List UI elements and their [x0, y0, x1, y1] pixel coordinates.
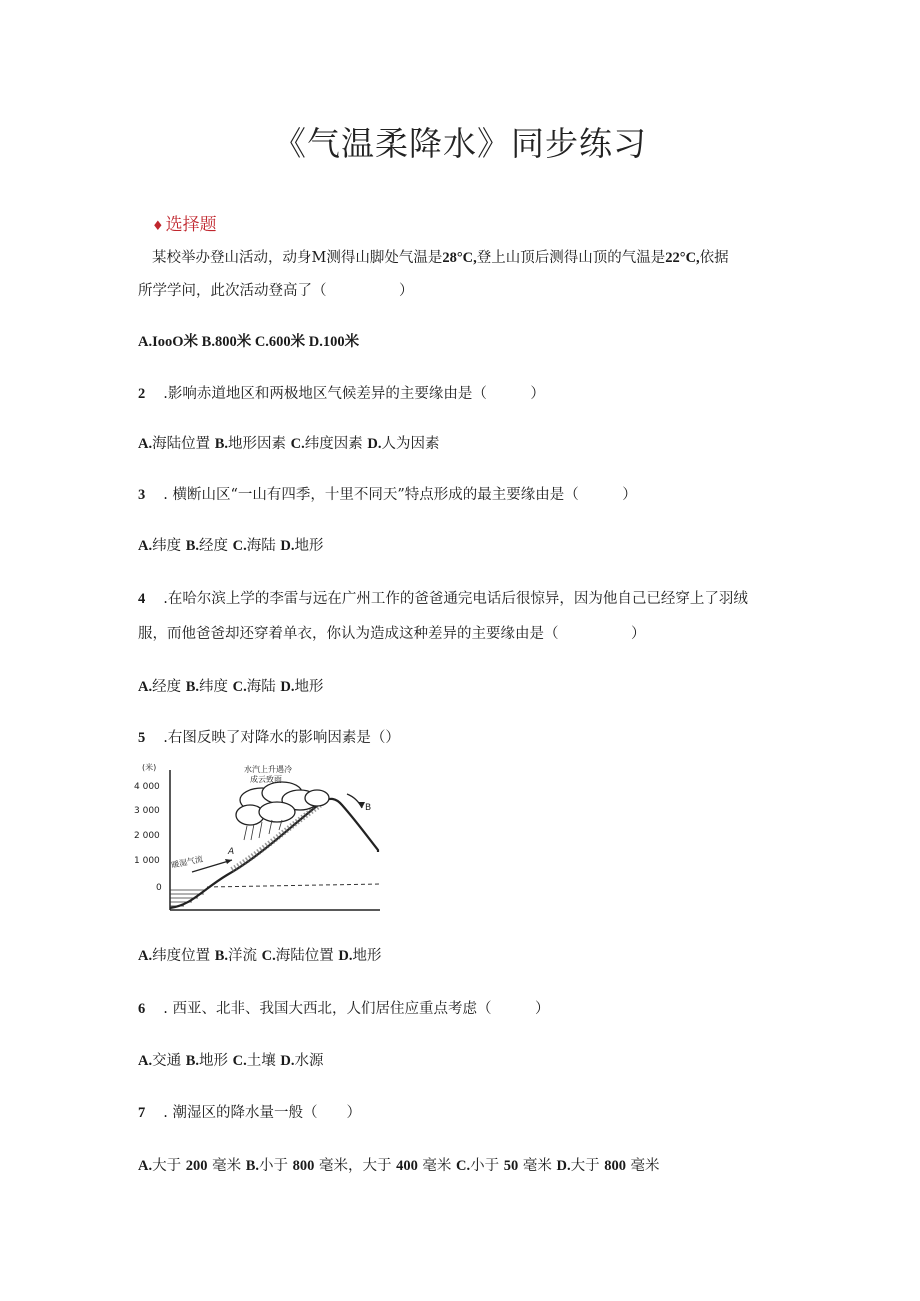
orographic-rain-diagram — [132, 760, 387, 912]
descending-arrow — [347, 794, 362, 808]
diamond-bullet-icon: ♦ — [152, 219, 164, 234]
q1-temp-top: 22°C, — [665, 250, 700, 266]
tick-2000: 2 000 — [134, 831, 160, 841]
q7-text: . 潮湿区的降水量一般（ ） — [163, 1105, 361, 1121]
page-title: 《气温柔降水》同步练习 — [273, 124, 647, 163]
section-heading — [152, 210, 217, 235]
question-4-line-2: 服，而他爸爸却还穿着单衣，你认为造成这种差异的主要缘由是（ ） — [138, 626, 646, 642]
tick-4000: 4 000 — [134, 782, 160, 792]
question-7 — [138, 1101, 361, 1122]
point-a-label: A — [228, 847, 235, 857]
tick-1000: 1 000 — [134, 856, 160, 866]
question-3-options: A.纬度 B.经度 C.海陆 D.地形 — [138, 538, 324, 554]
q1-temp-foot: 28°C, — [442, 250, 477, 266]
question-5 — [138, 726, 400, 747]
diagram-caption-1: 水汽上升遇冷 — [244, 765, 292, 774]
cloud-icon — [236, 782, 329, 825]
diagram-caption-2: 成云致雨 — [250, 775, 282, 784]
airflow-label: 暖湿气流 — [170, 854, 204, 870]
q4-text: .在哈尔滨上学的李雷与远在广州工作的爸爸通完电话后很惊异，因为他自己已经穿上了羽绒 — [163, 591, 748, 607]
q4-number: 4 — [138, 591, 146, 607]
question-5-options: A.纬度位置 B.洋流 C.海陆位置 D.地形 — [138, 948, 382, 964]
question-4-line-1 — [138, 587, 748, 608]
question-2-options: A.海陆位置 B.地形因素 C.纬度因素 D.人为因素 — [138, 436, 440, 452]
point-b-label: B — [365, 803, 372, 813]
descending-arrowhead-icon — [358, 802, 365, 808]
question-2 — [138, 382, 545, 403]
q6-number: 6 — [138, 1001, 146, 1017]
question-1-line-2: 所学学问，此次活动登高了（ ） — [138, 283, 414, 299]
q5-number: 5 — [138, 730, 146, 746]
question-1-line-1 — [152, 246, 729, 267]
q6-text: . 西亚、北非、我国大西北，人们居住应重点考虑（ ） — [163, 1001, 550, 1017]
sea-level-line — [207, 884, 380, 887]
q1-text-a: 某校举办登山活动，动身M测得山脚处气温是 — [152, 250, 443, 266]
question-1-options: A.IooO米 B.800米 C.600米 D.100米 — [138, 334, 360, 350]
question-6-options: A.交通 B.地形 C.土壤 D.水源 — [138, 1053, 324, 1069]
tick-0: 0 — [156, 883, 162, 893]
tick-3000: 3 000 — [134, 806, 160, 816]
unit-label: (米) — [142, 763, 157, 772]
question-7-options: A.大于 200 毫米 B.小于 800 毫米，大于 400 毫米 C.小于 50 毫米 D.大于 800 毫米 — [138, 1158, 660, 1174]
q3-text: . 横断山区“一山有四季，十里不同天”特点形成的最主要缘由是（ ） — [163, 487, 637, 503]
q1-text-c: 依据 — [699, 250, 729, 266]
q2-number: 2 — [138, 386, 146, 402]
q1-text-b: 登上山顶后测得山顶的气温是 — [476, 250, 666, 266]
q7-number: 7 — [138, 1105, 146, 1121]
q2-text: .影响赤道地区和两极地区气候差异的主要缘由是（ ） — [163, 386, 545, 402]
section-label: 选择题 — [165, 215, 217, 235]
question-6 — [138, 997, 549, 1018]
question-4-options: A.经度 B.纬度 C.海陆 D.地形 — [138, 679, 324, 695]
q5-text: .右图反映了对降水的影响因素是（） — [163, 730, 400, 746]
q3-number: 3 — [138, 487, 146, 503]
question-3 — [138, 483, 637, 504]
